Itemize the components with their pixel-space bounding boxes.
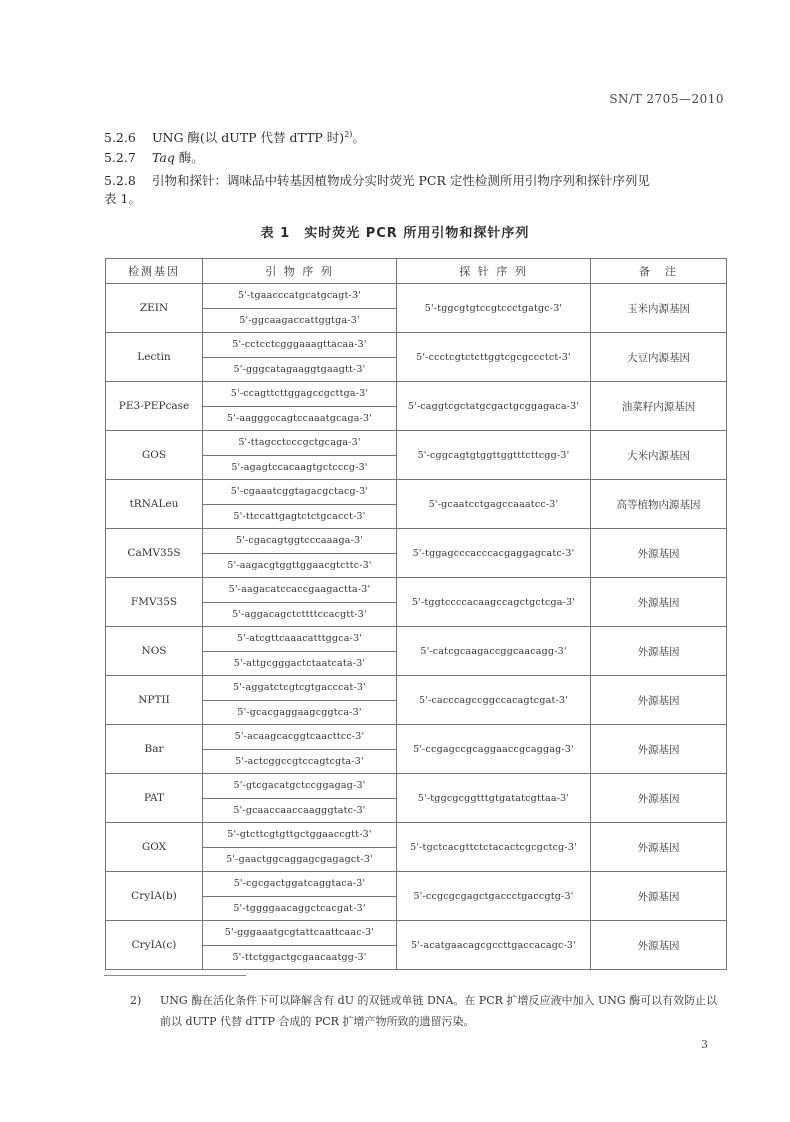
note-cell: 外源基因 <box>591 823 727 872</box>
primer-reverse-cell: 5'-aggacagctcttttccacgtt-3' <box>203 602 397 627</box>
primer-probe-table <box>105 258 727 970</box>
primer-reverse-cell: 5'-aagacgtggttggaacgtcttc-3' <box>203 553 397 578</box>
header-probe: 探 针 序 列 <box>397 259 591 284</box>
clause-5-2-8 <box>104 172 726 208</box>
clause-text-italic: Taq <box>152 150 175 165</box>
table-row <box>106 627 727 652</box>
primer-forward-cell: 5'-cgcgactggatcaggtaca-3' <box>203 872 397 897</box>
primer-forward-cell: 5'-tgaacccatgcatgcagt-3' <box>203 284 397 309</box>
header-primer: 引 物 序 列 <box>203 259 397 284</box>
note-cell: 油菜籽内源基因 <box>591 382 727 431</box>
primer-forward-cell: 5'-acaagcacggtcaacttcc-3' <box>203 725 397 750</box>
note-cell: 外源基因 <box>591 578 727 627</box>
clause-continuation: 表 1。 <box>104 191 141 206</box>
footnote-divider <box>104 975 246 976</box>
gene-cell: PE3-PEPcase <box>106 382 203 431</box>
footnote <box>130 990 726 1032</box>
note-cell: 大豆内源基因 <box>591 333 727 382</box>
primer-forward-cell: 5'-cgacagtggtcccaaaga-3' <box>203 529 397 554</box>
gene-cell: Lectin <box>106 333 203 382</box>
table-row <box>106 431 727 456</box>
table-row <box>106 676 727 701</box>
table-row <box>106 921 727 946</box>
clause-number: 5.2.7 <box>104 150 136 165</box>
table-title: 表 1 实时荧光 PCR 所用引物和探针序列 <box>260 226 530 241</box>
table-row <box>106 725 727 750</box>
footnote-text: UNG 酶在活化条件下可以降解含有 dU 的双链或单链 DNA。在 PCR 扩增反应液中加入 UNG 酶可以有效防止以前以 dUTP 代替 dTTP 合成的 PCR 扩增产物所致的遗留污染。 <box>160 994 718 1028</box>
footnote-ref: 2) <box>344 130 353 139</box>
primer-forward-cell: 5'-cctcctcgggaaagttacaa-3' <box>203 333 397 358</box>
primer-reverse-cell: 5'-attgcgggactctaatcata-3' <box>203 651 397 676</box>
note-cell: 大米内源基因 <box>591 431 727 480</box>
probe-cell: 5'-tggcgtgtccgtccctgatgc-3' <box>397 284 591 333</box>
primer-forward-cell: 5'-aggatctcgtcgtgacccat-3' <box>203 676 397 701</box>
gene-cell: CryIA(b) <box>106 872 203 921</box>
probe-cell: 5'-acatgaacagcgccttgaccacagc-3' <box>397 921 591 970</box>
clause-number: 5.2.6 <box>104 130 136 146</box>
probe-cell: 5'-ccctcgtctcttggtcgcgccctct-3' <box>397 333 591 382</box>
note-cell: 外源基因 <box>591 725 727 774</box>
probe-cell: 5'-catcgcaagaccggcaacagg-3' <box>397 627 591 676</box>
table-header-row <box>106 259 727 284</box>
primer-forward-cell: 5'-gtcttcgtgttgctggaaccgtt-3' <box>203 823 397 848</box>
clause-text: UNG 酶(以 dUTP 代替 dTTP 时) <box>152 130 345 146</box>
gene-cell: CryIA(c) <box>106 921 203 970</box>
primer-reverse-cell: 5'-gcaaccaaccaagggtatc-3' <box>203 798 397 823</box>
table-row <box>106 333 727 358</box>
probe-cell: 5'-cggcagtgtggttggtttcttcgg-3' <box>397 431 591 480</box>
header-gene: 检测基因 <box>106 259 203 284</box>
table-row <box>106 774 727 799</box>
primer-forward-cell: 5'-aagacatccaccgaagactta-3' <box>203 578 397 603</box>
header-note: 备 注 <box>591 259 727 284</box>
primer-reverse-cell: 5'-aagggccagtccaaatgcaga-3' <box>203 406 397 431</box>
footnote-number: 2) <box>130 994 142 1007</box>
primer-reverse-cell: 5'-ttccattgagtctctgcacct-3' <box>203 504 397 529</box>
clause-5-2-7 <box>104 149 204 167</box>
table-row <box>106 872 727 897</box>
gene-cell: NPTII <box>106 676 203 725</box>
primer-forward-cell: 5'-ttagcctcccgctgcaga-3' <box>203 431 397 456</box>
gene-cell: FMV35S <box>106 578 203 627</box>
note-cell: 外源基因 <box>591 872 727 921</box>
table-row <box>106 578 727 603</box>
note-cell: 玉米内源基因 <box>591 284 727 333</box>
gene-cell: CaMV35S <box>106 529 203 578</box>
probe-cell: 5'-ccgcgcgagctgaccctgaccgtg-3' <box>397 872 591 921</box>
probe-cell: 5'-tggagcccacccacgaggagcatc-3' <box>397 529 591 578</box>
note-cell: 外源基因 <box>591 774 727 823</box>
table-row <box>106 284 727 309</box>
standard-code: SN/T 2705—2010 <box>609 92 724 106</box>
clause-number: 5.2.8 <box>104 173 136 188</box>
primer-reverse-cell: 5'-actcggccgtccagtcgta-3' <box>203 749 397 774</box>
primer-forward-cell: 5'-ccagttcttggagccgcttga-3' <box>203 382 397 407</box>
note-cell: 外源基因 <box>591 676 727 725</box>
table-row <box>106 480 727 505</box>
primer-reverse-cell: 5'-agagtccacaagtgctcccg-3' <box>203 455 397 480</box>
primer-reverse-cell: 5'-tggggaacaggctcacgat-3' <box>203 896 397 921</box>
probe-cell: 5'-gcaatcctgagccaaatcc-3' <box>397 480 591 529</box>
clause-text: 引物和探针：调味品中转基因植物成分实时荧光 PCR 定性检测所用引物序列和探针序列见 <box>152 173 650 188</box>
gene-cell: GOX <box>106 823 203 872</box>
table-row <box>106 529 727 554</box>
table-row <box>106 382 727 407</box>
gene-cell: tRNALeu <box>106 480 203 529</box>
probe-cell: 5'-tggcgcggtttgtgatatcgttaa-3' <box>397 774 591 823</box>
table-row <box>106 823 727 848</box>
gene-cell: PAT <box>106 774 203 823</box>
primer-forward-cell: 5'-gggaaatgcgtattcaattcaac-3' <box>203 921 397 946</box>
page-number: 3 <box>701 1038 708 1051</box>
clause-5-2-6 <box>104 126 365 147</box>
primer-reverse-cell: 5'-gaactggcaggagcgagagct-3' <box>203 847 397 872</box>
probe-cell: 5'-tgctcacgttctctacactcgcgctcg-3' <box>397 823 591 872</box>
primer-reverse-cell: 5'-gcacgaggaagcggtca-3' <box>203 700 397 725</box>
clause-tail: 。 <box>352 130 365 146</box>
clause-tail: 酶。 <box>174 150 204 165</box>
probe-cell: 5'-ccgagccgcaggaaccgcaggag-3' <box>397 725 591 774</box>
probe-cell: 5'-caggtcgctatgcgactgcggagaca-3' <box>397 382 591 431</box>
note-cell: 外源基因 <box>591 529 727 578</box>
gene-cell: ZEIN <box>106 284 203 333</box>
note-cell: 外源基因 <box>591 627 727 676</box>
gene-cell: GOS <box>106 431 203 480</box>
probe-cell: 5'-tggtccccacaagccagctgctcga-3' <box>397 578 591 627</box>
primer-forward-cell: 5'-gtcgacatgctccggagag-3' <box>203 774 397 799</box>
note-cell: 高等植物内源基因 <box>591 480 727 529</box>
gene-cell: NOS <box>106 627 203 676</box>
probe-cell: 5'-cacccagccggccacagtcgat-3' <box>397 676 591 725</box>
primer-forward-cell: 5'-cgaaatcggtagacgctacg-3' <box>203 480 397 505</box>
primer-reverse-cell: 5'-gggcatagaaggtgaagtt-3' <box>203 357 397 382</box>
note-cell: 外源基因 <box>591 921 727 970</box>
gene-cell: Bar <box>106 725 203 774</box>
primer-reverse-cell: 5'-ggcaagaccattggtga-3' <box>203 308 397 333</box>
primer-reverse-cell: 5'-ttctggactgcgaacaatgg-3' <box>203 945 397 970</box>
primer-forward-cell: 5'-atcgttcaaacatttggca-3' <box>203 627 397 652</box>
